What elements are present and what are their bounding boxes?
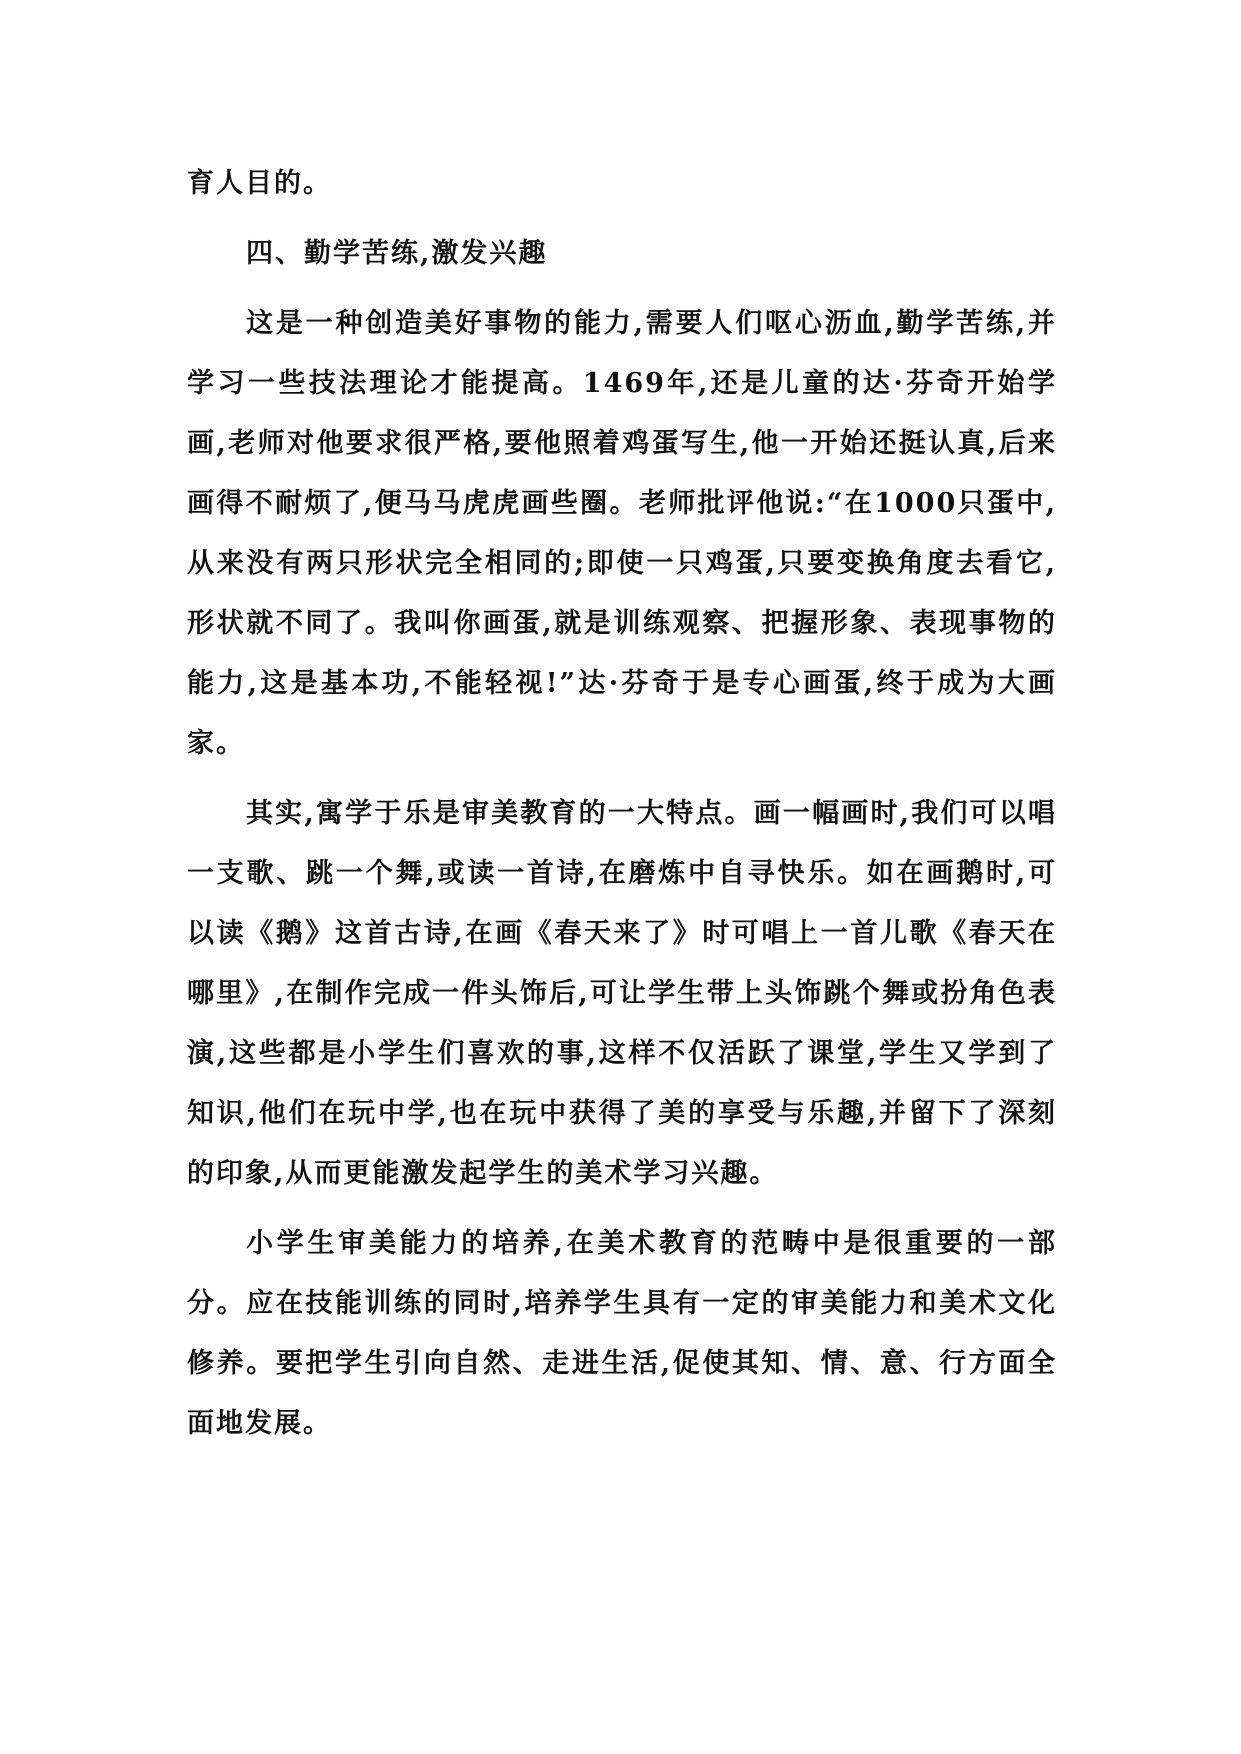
paragraph-conclusion: 小学生审美能力的培养,在美术教育的范畴中是很重要的一部分。应在技能训练的同时,培养学生具有一定的审美能力和美术文化修养。要把学生引向自然、走进生活,促使其知、情、意、行方面全面地发展。: [187, 1228, 1057, 1439]
paragraph-da-vinci: 这是一种创造美好事物的能力,需要人们呕心沥血,勤学苦练,并学习一些技法理论才能提高。1469年,还是儿童的达·芬奇开始学画,老师对他要求很严格,要他照着鸡蛋写生,他一开始还挺认真,后来画得不耐烦了,便马马虎虎画些圈。老师批评他说:“在1000只蛋中,从来没有两只形状完全相同的;即使一只鸡蛋,只要变换角度去看它,形状就不同了。我叫你画蛋,就是训练观察、把握形象、表现事物的能力,这是基本功,不能轻视!”达·芬奇于是专心画蛋,终于成为大画家。: [187, 308, 1057, 759]
paragraph-learning-through-play: 其实,寓学于乐是审美教育的一大特点。画一幅画时,我们可以唱一支歌、跳一个舞,或读一首诗,在磨炼中自寻快乐。如在画鹅时,可以读《鹅》这首古诗,在画《春天来了》时可唱上一首儿歌《春天在哪里》,在制作完成一件头饰后,可让学生带上头饰跳个舞或扮角色表演,这些都是小学生们喜欢的事,这样不仅活跃了课堂,学生又学到了知识,他们在玩中学,也在玩中获得了美的享受与乐趣,并留下了深刻的印象,从而更能激发起学生的美术学习兴趣。: [187, 798, 1057, 1189]
paragraph-continuation: 育人目的。: [187, 168, 332, 199]
section-heading: 四、勤学苦练,激发兴趣: [246, 238, 548, 269]
body-text: [187, 154, 1057, 1454]
